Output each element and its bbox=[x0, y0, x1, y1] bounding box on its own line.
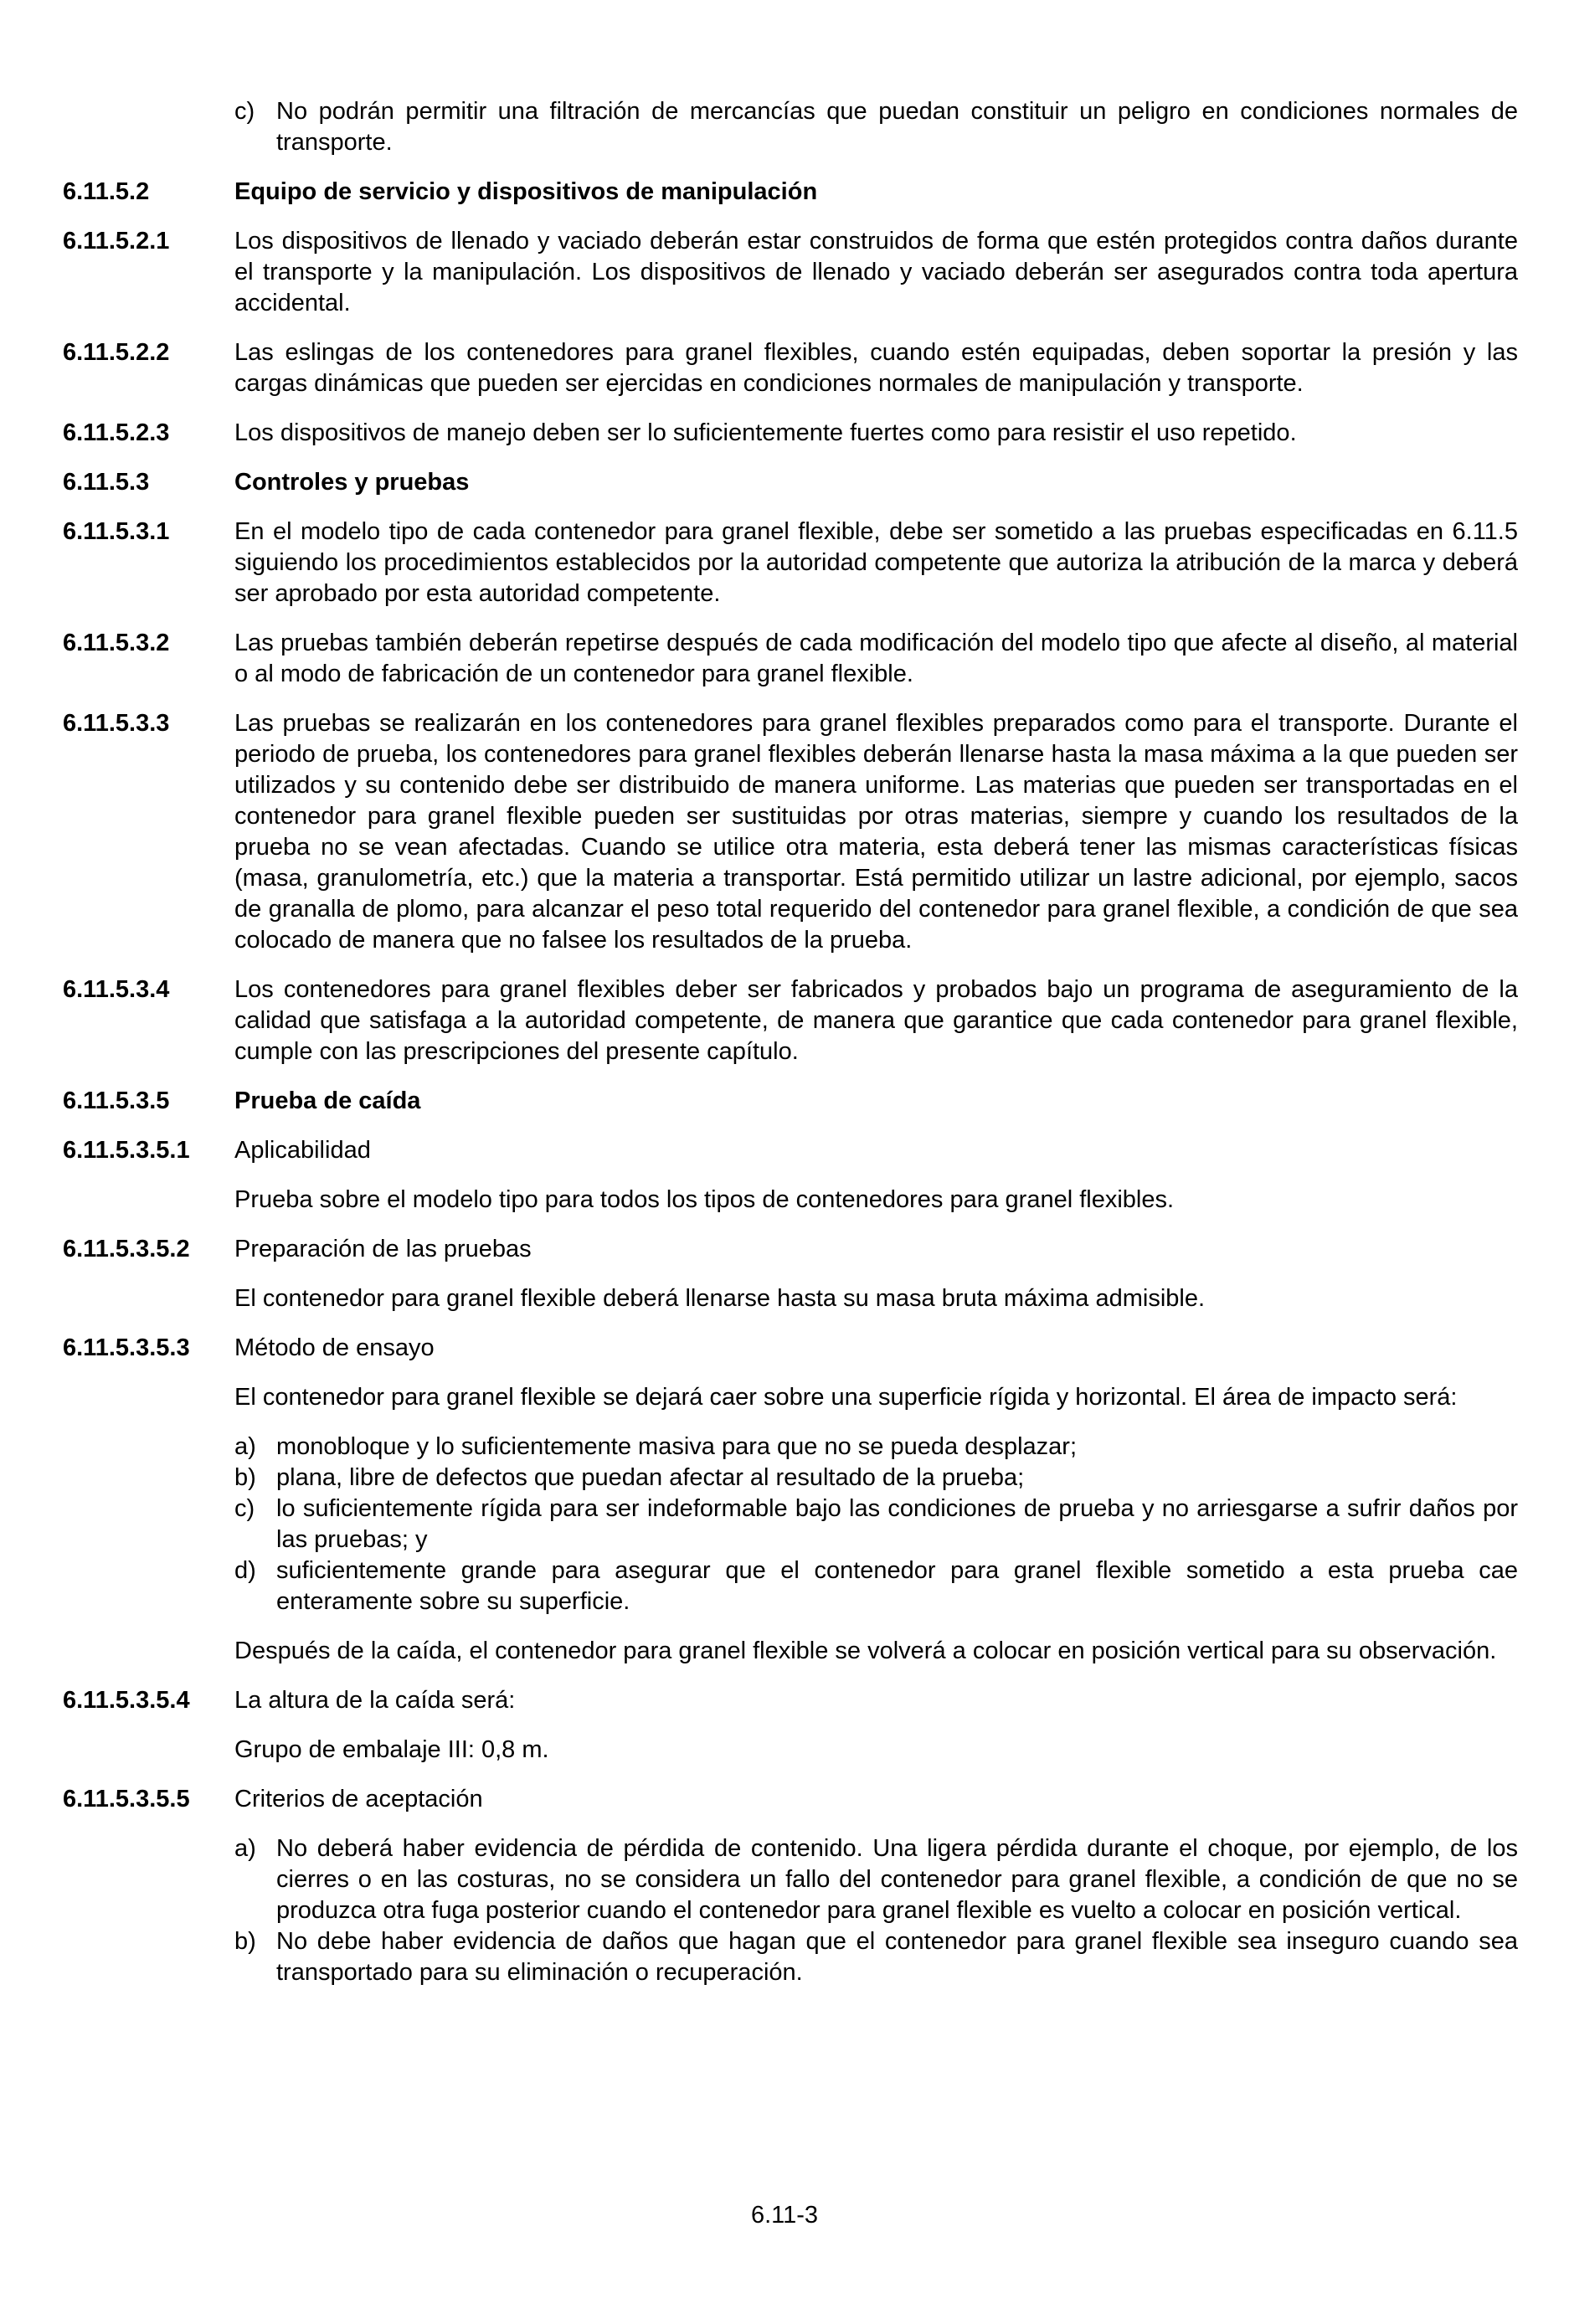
paragraph-text: En el modelo tipo de cada contenedor para granel flexible, debe ser sometido a las pruebas especificadas en 6.11.5 siguiendo los procedimientos establecidos por la autoridad competente que autoriza la atribución de la marca y deberá ser aprobado por esta autoridad competente. bbox=[234, 518, 1518, 607]
list-text: lo suficientemente rígida para ser indeformable bajo las condiciones de prueba y no arriesgarse a sufrir daños por las pruebas; y bbox=[276, 1495, 1518, 1553]
list-text: No debe haber evidencia de daños que hagan que el contenedor para granel flexible sea inseguro cuando sea transportado para su eliminación o recuperación. bbox=[276, 1928, 1518, 1986]
page-content bbox=[63, 96, 1520, 2007]
paragraph-6-11-5-2-1 bbox=[63, 226, 1520, 319]
list-item bbox=[234, 1463, 1518, 1494]
paragraph-text: Prueba sobre el modelo tipo para todos los tipos de contenedores para granel flexibles. bbox=[234, 1186, 1175, 1213]
paragraph-number: 6.11.5.2.1 bbox=[63, 228, 170, 255]
list-label: a) bbox=[234, 1433, 256, 1460]
paragraph-text: Grupo de embalaje III: 0,8 m. bbox=[234, 1736, 549, 1763]
list-item bbox=[234, 1833, 1518, 1926]
paragraph-text: Después de la caída, el contenedor para granel flexible se volverá a colocar en posición vertical para su observación. bbox=[234, 1638, 1497, 1664]
paragraph-6-11-5-3-2 bbox=[63, 628, 1520, 690]
subheading-6-11-5-3-5-1 bbox=[63, 1135, 1520, 1166]
section-heading-6-11-5-3 bbox=[63, 467, 1520, 498]
subheading-title: La altura de la caída será: bbox=[234, 1687, 516, 1714]
list-item bbox=[234, 1555, 1518, 1617]
paragraph-6-11-5-3-5-3-text bbox=[63, 1382, 1520, 1413]
list-text: suficientemente grande para asegurar que el contenedor para granel flexible sometido a esta prueba cae enteramente sobre su superficie. bbox=[276, 1557, 1518, 1615]
paragraph-text: Los dispositivos de llenado y vaciado deberán estar construidos de forma que estén protegidos contra daños durante el transporte y la manipulación. Los dispositivos de llenado y vaciado deberán ser asegurados contra toda apertura accidental. bbox=[234, 228, 1518, 316]
subheading-title: Preparación de las pruebas bbox=[234, 1236, 532, 1262]
paragraph-6-11-5-3-5-3-after bbox=[63, 1636, 1520, 1667]
subheading-6-11-5-3-5-3 bbox=[63, 1333, 1520, 1364]
subheading-title: Aplicabilidad bbox=[234, 1137, 371, 1164]
list-item bbox=[234, 1494, 1518, 1555]
list-text: monobloque y lo suficientemente masiva para que no se pueda desplazar; bbox=[276, 1433, 1077, 1460]
paragraph-number: 6.11.5.2.2 bbox=[63, 339, 170, 366]
section-heading-6-11-5-2 bbox=[63, 177, 1520, 208]
list-text: No deberá haber evidencia de pérdida de contenido. Una ligera pérdida durante el choque, por ejemplo, de los cierres o en las costuras, no se considera un fallo del contenedor para granel flexible, a condición de que no se produzca otra fuga posterior cuando el contenedor para granel flexible es vuelto a colocar en posición vertical. bbox=[276, 1835, 1518, 1924]
paragraph-text: El contenedor para granel flexible se dejará caer sobre una superficie rígida y horizontal. El área de impacto será: bbox=[234, 1384, 1458, 1411]
paragraph-text: Las pruebas se realizarán en los contenedores para granel flexibles preparados como para el transporte. Durante el periodo de prueba, los contenedores para granel flexibles deberán llenarse hasta la masa máxima a la que pueden ser utilizados y su contenido debe ser distribuido de manera uniforme. Las materias que pueden ser transportadas en el contenedor para granel flexible pueden ser sustituidas por otras materias, siempre y cuando los resultados de la prueba no se vean afectadas. Cuando se utilice otra materia, esta deberá tener las mismas características físicas (masa, granulometría, etc.) que la materia a transportar. Está permitido utilizar un lastre adicional, por ejemplo, sacos de granalla de plomo, para alcanzar el peso total requerido del contenedor para granel flexible, a condición de que sea colocado de manera que no falsee los resultados de la prueba. bbox=[234, 710, 1518, 954]
list-label: c) bbox=[234, 1495, 255, 1522]
list-text: No podrán permitir una filtración de mercancías que puedan constituir un peligro en condiciones normales de transporte. bbox=[276, 98, 1518, 156]
page-number: 6.11-3 bbox=[750, 2202, 819, 2229]
paragraph-6-11-5-3-5-4-text bbox=[63, 1735, 1520, 1766]
paragraph-text: El contenedor para granel flexible deberá llenarse hasta su masa bruta máxima admisible. bbox=[234, 1285, 1206, 1312]
acceptance-criteria-list bbox=[63, 1833, 1520, 1988]
paragraph-6-11-5-3-5-1-text bbox=[63, 1185, 1520, 1216]
section-title: Controles y pruebas bbox=[234, 469, 470, 496]
paragraph-6-11-5-2-2 bbox=[63, 337, 1520, 399]
paragraph-number: 6.11.5.3.4 bbox=[63, 976, 170, 1003]
list-label: d) bbox=[234, 1557, 256, 1584]
paragraph-number: 6.11.5.3.1 bbox=[63, 518, 170, 545]
paragraph-text: Los dispositivos de manejo deben ser lo suficientemente fuertes como para resistir el uso repetido. bbox=[234, 419, 1297, 446]
paragraph-6-11-5-3-5-2-text bbox=[63, 1283, 1520, 1314]
paragraph-number: 6.11.5.3.2 bbox=[63, 630, 170, 656]
paragraph-6-11-5-3-4 bbox=[63, 974, 1520, 1067]
impact-area-list bbox=[63, 1432, 1520, 1617]
list-item bbox=[234, 1432, 1518, 1463]
paragraph-number: 6.11.5.3.5.2 bbox=[63, 1236, 190, 1262]
paragraph-text: Las eslingas de los contenedores para granel flexibles, cuando estén equipadas, deben soportar la presión y las cargas dinámicas que pueden ser ejercidas en condiciones normales de manipulación y transporte. bbox=[234, 339, 1518, 397]
section-number: 6.11.5.3.5 bbox=[63, 1087, 170, 1114]
paragraph-6-11-5-2-3 bbox=[63, 418, 1520, 449]
section-heading-6-11-5-3-5 bbox=[63, 1086, 1520, 1117]
section-number: 6.11.5.2 bbox=[63, 178, 150, 205]
list-text: plana, libre de defectos que puedan afectar al resultado de la prueba; bbox=[276, 1464, 1025, 1491]
paragraph-6-11-5-3-1 bbox=[63, 517, 1520, 609]
paragraph-number: 6.11.5.3.5.3 bbox=[63, 1334, 190, 1361]
paragraph-number: 6.11.5.3.5.4 bbox=[63, 1687, 190, 1714]
subheading-6-11-5-3-5-2 bbox=[63, 1234, 1520, 1265]
paragraph-6-11-5-3-3 bbox=[63, 708, 1520, 956]
section-title: Prueba de caída bbox=[234, 1087, 421, 1114]
paragraph-number: 6.11.5.3.5.5 bbox=[63, 1786, 190, 1812]
paragraph-text: Las pruebas también deberán repetirse después de cada modificación del modelo tipo que afecte al diseño, al material o al modo de fabricación de un contenedor para granel flexible. bbox=[234, 630, 1518, 687]
section-number: 6.11.5.3 bbox=[63, 469, 150, 496]
paragraph-number: 6.11.5.3.3 bbox=[63, 710, 170, 737]
list-item bbox=[234, 1926, 1518, 1988]
intro-item-c bbox=[63, 96, 1520, 158]
paragraph-number: 6.11.5.3.5.1 bbox=[63, 1137, 190, 1164]
subheading-title: Criterios de aceptación bbox=[234, 1786, 483, 1812]
list-label: b) bbox=[234, 1464, 256, 1491]
subheading-6-11-5-3-5-5 bbox=[63, 1784, 1520, 1815]
list-label: b) bbox=[234, 1928, 256, 1955]
subheading-title: Método de ensayo bbox=[234, 1334, 435, 1361]
section-title: Equipo de servicio y dispositivos de manipulación bbox=[234, 178, 818, 205]
subheading-6-11-5-3-5-4 bbox=[63, 1685, 1520, 1716]
list-label: a) bbox=[234, 1835, 256, 1862]
list-label: c) bbox=[234, 98, 255, 125]
paragraph-number: 6.11.5.2.3 bbox=[63, 419, 170, 446]
paragraph-text: Los contenedores para granel flexibles deber ser fabricados y probados bajo un programa de aseguramiento de la calidad que satisfaga a la autoridad competente, de manera que garantice que cada contenedor para granel flexible, cumple con las prescripciones del presente capítulo. bbox=[234, 976, 1518, 1065]
